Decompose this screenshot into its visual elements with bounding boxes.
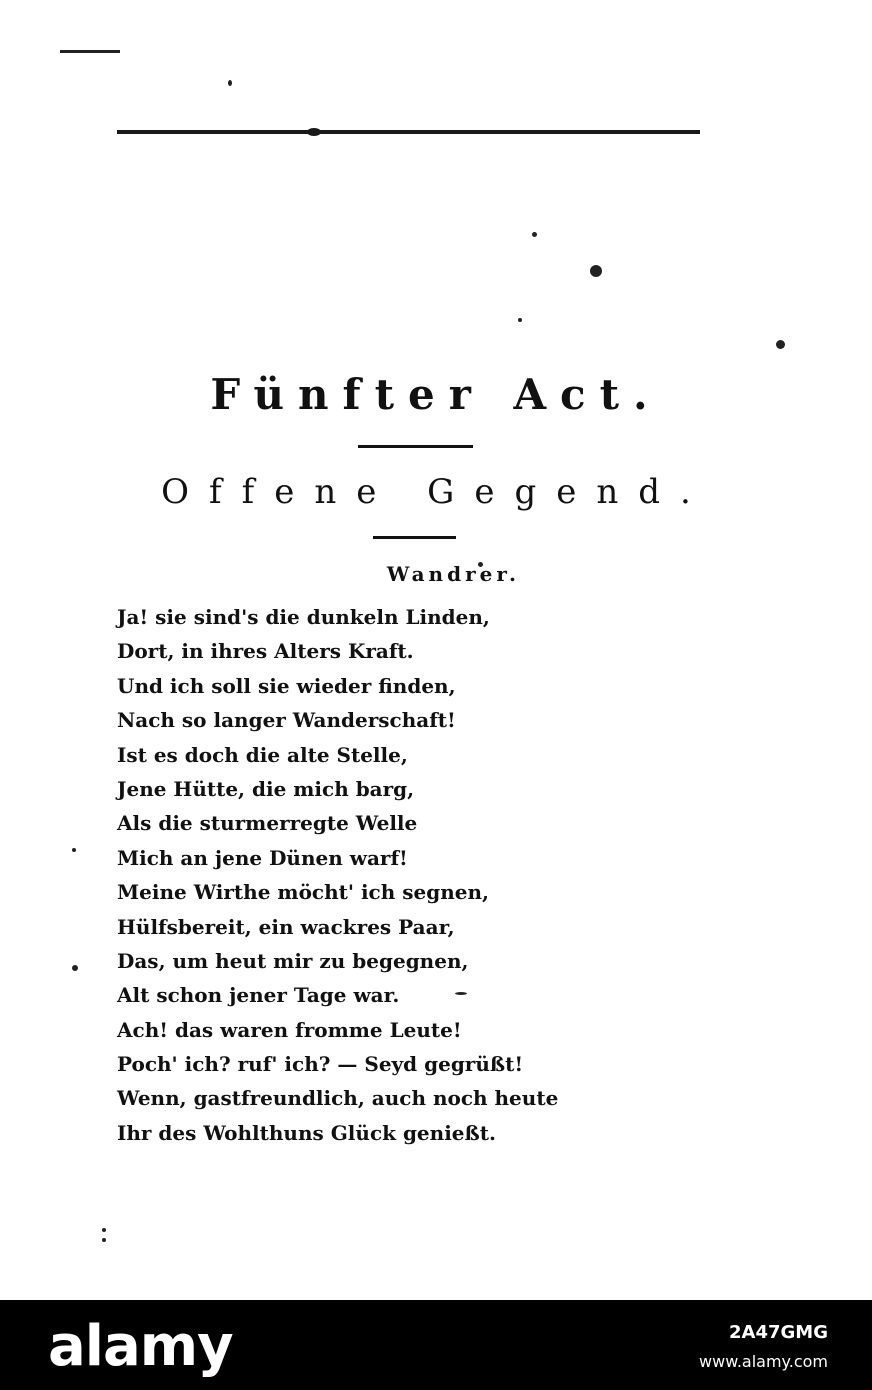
ink-speck [532,232,537,237]
alamy-logo: alamy [48,1314,233,1379]
ink-speck [72,965,78,971]
verse-line: Ja! sie sind's die dunkeln Linden, [117,605,490,629]
verse-line: Meine Wirthe möcht' ich segnen, [117,880,489,905]
scene-rule [373,536,456,539]
verse-line: Und ich soll sie wieder finden, [117,673,456,698]
verse-line: Poch' ich? ruf' ich? — Seyd gegrüßt! [117,1052,524,1077]
verse-line: Jene Hütte, die mich barg, [117,776,415,801]
verse-block [117,600,559,1150]
verse-line: Ach! das waren fromme Leute! [117,1017,462,1042]
verse-line: Wenn, gastfreundlich, auch noch heute [117,1086,559,1111]
verse-line: Dort, in ihres Alters Kraft. [117,639,414,664]
verse-line: Hülfsbereit, ein wackres Paar, [117,914,455,939]
speaker-name: Wandrer. [386,562,520,586]
ink-speck [72,848,76,852]
verse-line: Ist es doch die alte Stelle, [117,742,408,767]
ink-speck [102,1228,106,1232]
verse-line: Das, um heut mir zu begegnen, [117,948,469,973]
ink-speck [102,1238,106,1242]
scene-heading: Offene Gegend. [161,472,711,512]
header-rule [117,130,700,134]
watermark-footer [0,1300,872,1390]
site-url: www.alamy.com [699,1352,828,1371]
verse-line: Mich an jene Dünen warf! [117,845,408,870]
ink-speck [228,80,232,86]
verse-line: Nach so langer Wanderschaft! [117,708,456,733]
ink-speck [776,340,785,349]
title-rule [358,445,473,448]
verse-line: Als die sturmerregte Welle [117,811,418,836]
ink-speck [518,318,522,322]
act-title: Fünfter Act. [210,370,662,419]
verse-line: Alt schon jener Tage war. [117,983,400,1008]
ink-speck [590,265,602,277]
verse-line: Ihr des Wohlthuns Glück genießt. [117,1120,496,1145]
image-id: 2A47GMG [729,1322,828,1343]
header-rule-short [60,50,120,53]
